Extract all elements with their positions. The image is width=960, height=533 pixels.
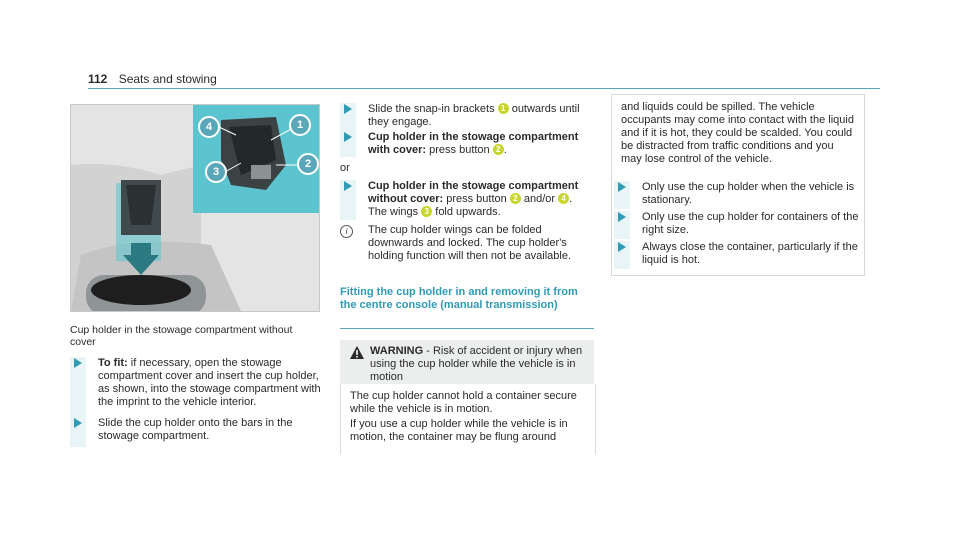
warning-header — [340, 340, 594, 384]
step-stationary — [614, 181, 862, 209]
ref-4: 4 — [558, 193, 569, 204]
step-body: press button — [443, 193, 510, 205]
arrow-right-icon — [618, 212, 626, 222]
step-slide — [70, 417, 322, 447]
callout-4: 4 — [198, 116, 220, 138]
step-label: Cup holder in the stowage compartment with cover: — [368, 131, 579, 156]
step-close-container — [614, 241, 862, 269]
info-icon: i — [340, 225, 353, 238]
step-body: The wings — [368, 206, 422, 218]
step-body: outwards until they engage. — [368, 103, 580, 128]
ref-2: 2 — [493, 144, 504, 155]
section-rule — [340, 328, 594, 329]
callout-2: 2 — [297, 153, 319, 175]
step-to-fit — [70, 357, 322, 417]
warning-icon — [350, 346, 364, 359]
cup-holder-illustration — [71, 105, 319, 311]
step-text: Only use the cup holder when the vehicle is stationary. — [642, 181, 855, 206]
step-body: Slide the snap-in brackets — [368, 103, 498, 115]
cup-holder-figure — [70, 104, 320, 312]
header-rule — [88, 88, 880, 89]
step-text: Only use the cup holder for containers of the right size. — [642, 211, 859, 236]
section-name: Seats and stowing — [118, 72, 217, 86]
page-number: 112 — [88, 72, 108, 86]
step-without-cover — [340, 180, 594, 220]
info-note — [340, 224, 594, 263]
step-right-size — [614, 211, 862, 239]
step-text: Cup holder in the stowage compartment without cover: press button 2 and/or 4 . The wings 3 fold upwards. — [368, 180, 579, 218]
warning-body-box — [340, 384, 596, 454]
step-body: and/or — [520, 193, 559, 205]
callout-1: 1 — [289, 114, 311, 136]
section-title: Fitting the cup holder in and removing it from the centre console (manual transmission) — [340, 286, 578, 311]
warning-text — [370, 345, 585, 384]
step-text: Cup holder in the stowage compartment with cover: press button 2 . — [368, 131, 579, 156]
step-body: if necessary, open the stowage compartment cover and insert the cup holder, as shown, into the stowage compartment with the imprint to the vehicle interior. — [98, 357, 321, 408]
arrow-right-icon — [74, 358, 82, 368]
warning-continuation-box — [611, 94, 865, 276]
warning-paragraph-3: and liquids could be spilled. The vehicle occupants may come into contact with the liquid and if it is hot, they could be scalded. You could be distracted from traffic conditions and you may lose control of the vehicle. — [621, 101, 854, 165]
arrow-right-icon — [344, 181, 352, 191]
step-snap-in — [340, 103, 594, 131]
warning-paragraph-1: The cup holder cannot hold a container secure while the vehicle is in motion. — [350, 390, 577, 415]
step-text — [368, 103, 594, 129]
step-body: fold upwards. — [432, 206, 501, 218]
arrow-right-icon — [618, 242, 626, 252]
page-header — [88, 72, 217, 86]
arrow-right-icon — [344, 104, 352, 114]
or-text: or — [340, 162, 350, 174]
step-text: Always close the container, particularly if the liquid is hot. — [642, 241, 858, 266]
step-text — [98, 357, 322, 409]
warning-label: WARNING — [370, 345, 424, 357]
ref-1: 1 — [498, 103, 509, 114]
step-text: Slide the cup holder onto the bars in the stowage compartment. — [98, 417, 293, 442]
step-body: press button — [426, 144, 493, 156]
info-text: The cup holder wings can be folded downwards and locked. The cup holder's holding function will then not be available. — [368, 224, 572, 262]
step-label: To fit: — [98, 357, 128, 369]
step-label: Cup holder in the stowage compartment without cover: — [368, 180, 579, 205]
ref-3: 3 — [421, 206, 432, 217]
warning-paragraph-2: If you use a cup holder while the vehicle is in motion, the container may be flung around — [350, 418, 568, 443]
step-with-cover — [340, 131, 594, 157]
arrow-right-icon — [74, 418, 82, 428]
warning-body: - Risk of accident or injury when using the cup holder while the vehicle is in motion — [370, 345, 583, 383]
arrow-right-icon — [618, 182, 626, 192]
ref-2: 2 — [510, 193, 521, 204]
arrow-right-icon — [344, 132, 352, 142]
figure-caption: Cup holder in the stowage compartment without cover — [70, 324, 293, 348]
callout-3: 3 — [205, 161, 227, 183]
